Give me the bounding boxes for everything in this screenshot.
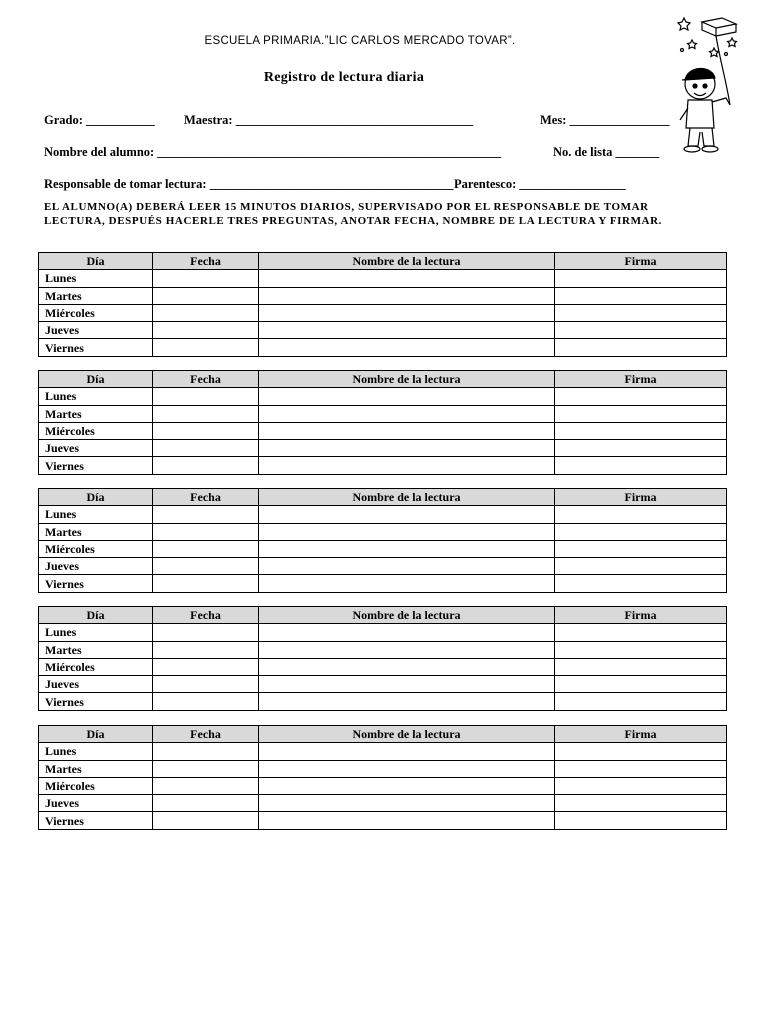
table-row [39,304,727,321]
firma-cell[interactable] [555,624,727,641]
firma-cell[interactable] [555,540,727,557]
header-dia: Día [39,726,153,743]
lectura-cell[interactable] [259,388,555,405]
header-fecha: Fecha [153,607,259,624]
day-cell: Jueves [39,440,153,457]
header-dia: Día [39,607,153,624]
school-name: ESCUELA PRIMARIA.”LIC CARLOS MERCADO TOVAR”. [204,35,516,47]
lectura-cell[interactable] [259,693,555,710]
table-row [39,795,727,812]
day-cell: Viernes [39,457,153,474]
lectura-cell[interactable] [259,658,555,675]
firma-cell[interactable] [555,575,727,592]
day-cell: Martes [39,523,153,540]
firma-cell[interactable] [555,760,727,777]
fecha-cell[interactable] [153,287,259,304]
weekly-log-table [38,725,727,830]
table-row [39,624,727,641]
fecha-cell[interactable] [153,658,259,675]
fecha-cell[interactable] [153,523,259,540]
lectura-cell[interactable] [259,760,555,777]
firma-cell[interactable] [555,304,727,321]
table-row [39,457,727,474]
lectura-cell[interactable] [259,270,555,287]
table-row [39,388,727,405]
table-header-row [39,253,727,270]
fecha-cell[interactable] [153,575,259,592]
header-firma: Firma [555,371,727,388]
weekly-log-table [38,606,727,711]
firma-cell[interactable] [555,506,727,523]
fecha-cell[interactable] [153,641,259,658]
fecha-cell[interactable] [153,676,259,693]
header-firma: Firma [555,489,727,506]
firma-cell[interactable] [555,658,727,675]
header-nombre-lectura: Nombre de la lectura [259,489,555,506]
header-nombre-lectura: Nombre de la lectura [259,607,555,624]
lectura-cell[interactable] [259,440,555,457]
fecha-cell[interactable] [153,558,259,575]
maestra-field[interactable]: Maestra: ______________________________________ [184,113,474,127]
firma-cell[interactable] [555,523,727,540]
header-firma: Firma [555,726,727,743]
lectura-cell[interactable] [259,575,555,592]
alumno-field[interactable]: Nombre del alumno: _______________________________________________________ [44,145,502,159]
fecha-cell[interactable] [153,795,259,812]
table-row [39,540,727,557]
day-cell: Martes [39,287,153,304]
day-cell: Miércoles [39,422,153,439]
lectura-cell[interactable] [259,641,555,658]
header-fecha: Fecha [153,726,259,743]
day-cell: Martes [39,405,153,422]
header-nombre-lectura: Nombre de la lectura [259,371,555,388]
fecha-cell[interactable] [153,760,259,777]
table-row [39,743,727,760]
day-cell: Jueves [39,676,153,693]
lectura-cell[interactable] [259,540,555,557]
firma-cell[interactable] [555,287,727,304]
weekly-log-table [38,370,727,475]
lectura-cell[interactable] [259,777,555,794]
child-reading-illustration [674,10,744,155]
table-row [39,270,727,287]
lectura-cell[interactable] [259,624,555,641]
day-cell: Lunes [39,624,153,641]
fecha-cell[interactable] [153,339,259,356]
lectura-cell[interactable] [259,339,555,356]
weekly-log-table [38,488,727,593]
day-cell: Viernes [39,693,153,710]
lista-field[interactable]: No. de lista _______ [553,145,660,159]
table-row [39,575,727,592]
fecha-cell[interactable] [153,624,259,641]
firma-cell[interactable] [555,405,727,422]
header-fecha: Fecha [153,371,259,388]
lectura-cell[interactable] [259,506,555,523]
table-header-row [39,607,727,624]
lectura-cell[interactable] [259,812,555,829]
fecha-cell[interactable] [153,506,259,523]
table-row [39,676,727,693]
fecha-cell[interactable] [153,388,259,405]
day-cell: Lunes [39,506,153,523]
firma-cell[interactable] [555,270,727,287]
table-header-row [39,489,727,506]
day-cell: Jueves [39,795,153,812]
table-row [39,287,727,304]
day-cell: Miércoles [39,658,153,675]
header-dia: Día [39,489,153,506]
lectura-cell[interactable] [259,322,555,339]
fecha-cell[interactable] [153,322,259,339]
firma-cell[interactable] [555,795,727,812]
lectura-cell[interactable] [259,676,555,693]
instructions-text: EL ALUMNO(A) DEBERÁ LEER 15 MINUTOS DIARIOS, SUPERVISADO POR EL RESPONSABLE DE TOMAR LECTURA, DESPUÉS HACERLE TRES PREGUNTAS, ANOTAR FECHA, NOMBRE DE LA LECTURA Y FIRMAR. [44,201,662,227]
day-cell: Lunes [39,270,153,287]
firma-cell[interactable] [555,743,727,760]
firma-cell[interactable] [555,457,727,474]
table-row [39,523,727,540]
lectura-cell[interactable] [259,558,555,575]
day-cell: Lunes [39,743,153,760]
firma-cell[interactable] [555,440,727,457]
header-fecha: Fecha [153,253,259,270]
table-row [39,339,727,356]
firma-cell[interactable] [555,339,727,356]
day-cell: Martes [39,760,153,777]
table-header-row [39,371,727,388]
firma-cell[interactable] [555,388,727,405]
day-cell: Jueves [39,558,153,575]
firma-cell[interactable] [555,422,727,439]
day-cell: Miércoles [39,777,153,794]
day-cell: Jueves [39,322,153,339]
day-cell: Viernes [39,339,153,356]
day-cell: Viernes [39,812,153,829]
table-row [39,777,727,794]
lectura-cell[interactable] [259,457,555,474]
header-fecha: Fecha [153,489,259,506]
fecha-cell[interactable] [153,270,259,287]
table-row [39,760,727,777]
table-row [39,812,727,829]
header-firma: Firma [555,253,727,270]
firma-cell[interactable] [555,812,727,829]
table-row [39,658,727,675]
weekly-log-table [38,252,727,357]
lectura-cell[interactable] [259,795,555,812]
day-cell: Martes [39,641,153,658]
firma-cell[interactable] [555,693,727,710]
firma-cell[interactable] [555,777,727,794]
day-cell: Lunes [39,388,153,405]
grado-field[interactable]: Grado: ___________ [44,113,155,127]
header-dia: Día [39,253,153,270]
parentesco-field[interactable]: Parentesco: _________________ [454,177,626,191]
table-header-row [39,726,727,743]
table-row [39,322,727,339]
fecha-cell[interactable] [153,304,259,321]
page-title: Registro de lectura diaria [263,70,425,85]
lectura-cell[interactable] [259,743,555,760]
fecha-cell[interactable] [153,405,259,422]
table-row [39,422,727,439]
table-row [39,440,727,457]
fecha-cell[interactable] [153,693,259,710]
table-row [39,506,727,523]
header-firma: Firma [555,607,727,624]
fecha-cell[interactable] [153,743,259,760]
header-dia: Día [39,371,153,388]
firma-cell[interactable] [555,641,727,658]
lectura-cell[interactable] [259,304,555,321]
fecha-cell[interactable] [153,777,259,794]
fecha-cell[interactable] [153,457,259,474]
table-row [39,405,727,422]
lectura-cell[interactable] [259,405,555,422]
lectura-cell[interactable] [259,287,555,304]
mes-field[interactable]: Mes: ________________ [540,113,670,127]
fecha-cell[interactable] [153,812,259,829]
day-cell: Miércoles [39,540,153,557]
table-row [39,558,727,575]
header-nombre-lectura: Nombre de la lectura [259,253,555,270]
lectura-cell[interactable] [259,523,555,540]
day-cell: Viernes [39,575,153,592]
fecha-cell[interactable] [153,440,259,457]
firma-cell[interactable] [555,558,727,575]
table-row [39,693,727,710]
header-nombre-lectura: Nombre de la lectura [259,726,555,743]
firma-cell[interactable] [555,676,727,693]
responsable-field[interactable]: Responsable de tomar lectura: _______________________________________ [44,177,454,191]
lectura-cell[interactable] [259,422,555,439]
table-row [39,641,727,658]
fecha-cell[interactable] [153,422,259,439]
day-cell: Miércoles [39,304,153,321]
fecha-cell[interactable] [153,540,259,557]
firma-cell[interactable] [555,322,727,339]
